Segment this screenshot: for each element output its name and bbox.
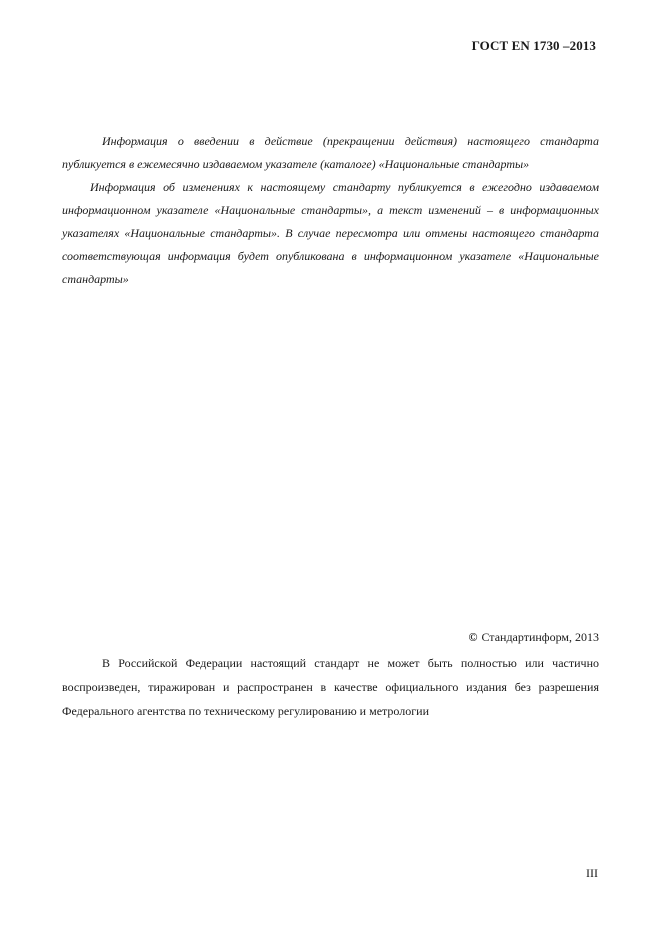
page-number: III: [586, 866, 598, 880]
rights-paragraph: В Российской Федерации настоящий стандарт не может быть полностью или частично воспроизведен, тиражирован и распространен в качестве официального издания без разрешения Федерального агентства по техническому регулированию и метрологии: [62, 656, 599, 718]
copyright-icon: ©: [468, 630, 478, 644]
info-paragraph-effective: Информация о введении в действие (прекращении действия) настоящего стандарта публикуется в ежемесячно издаваемом указателе (каталоге) «Национальные стандарты»: [62, 134, 599, 171]
document-code: ГОСТ EN 1730 –2013: [471, 38, 596, 53]
copyright-line: [468, 630, 599, 645]
reproduction-rights-block: [62, 651, 599, 723]
copyright-text: Стандартинформ, 2013: [481, 630, 599, 644]
info-paragraph-changes: Информация об изменениях к настоящему стандарту публикуется в ежегодно издаваемом информационном указателе «Национальные стандарты», а текст изменений – в информационных указателях «Национальные стандарты». В случае пересмотра или отмены настоящего стандарта соответствующая информация будет опубликована в информационном указателе «Национальные стандарты»: [62, 180, 599, 286]
publication-info-block: [62, 130, 599, 291]
